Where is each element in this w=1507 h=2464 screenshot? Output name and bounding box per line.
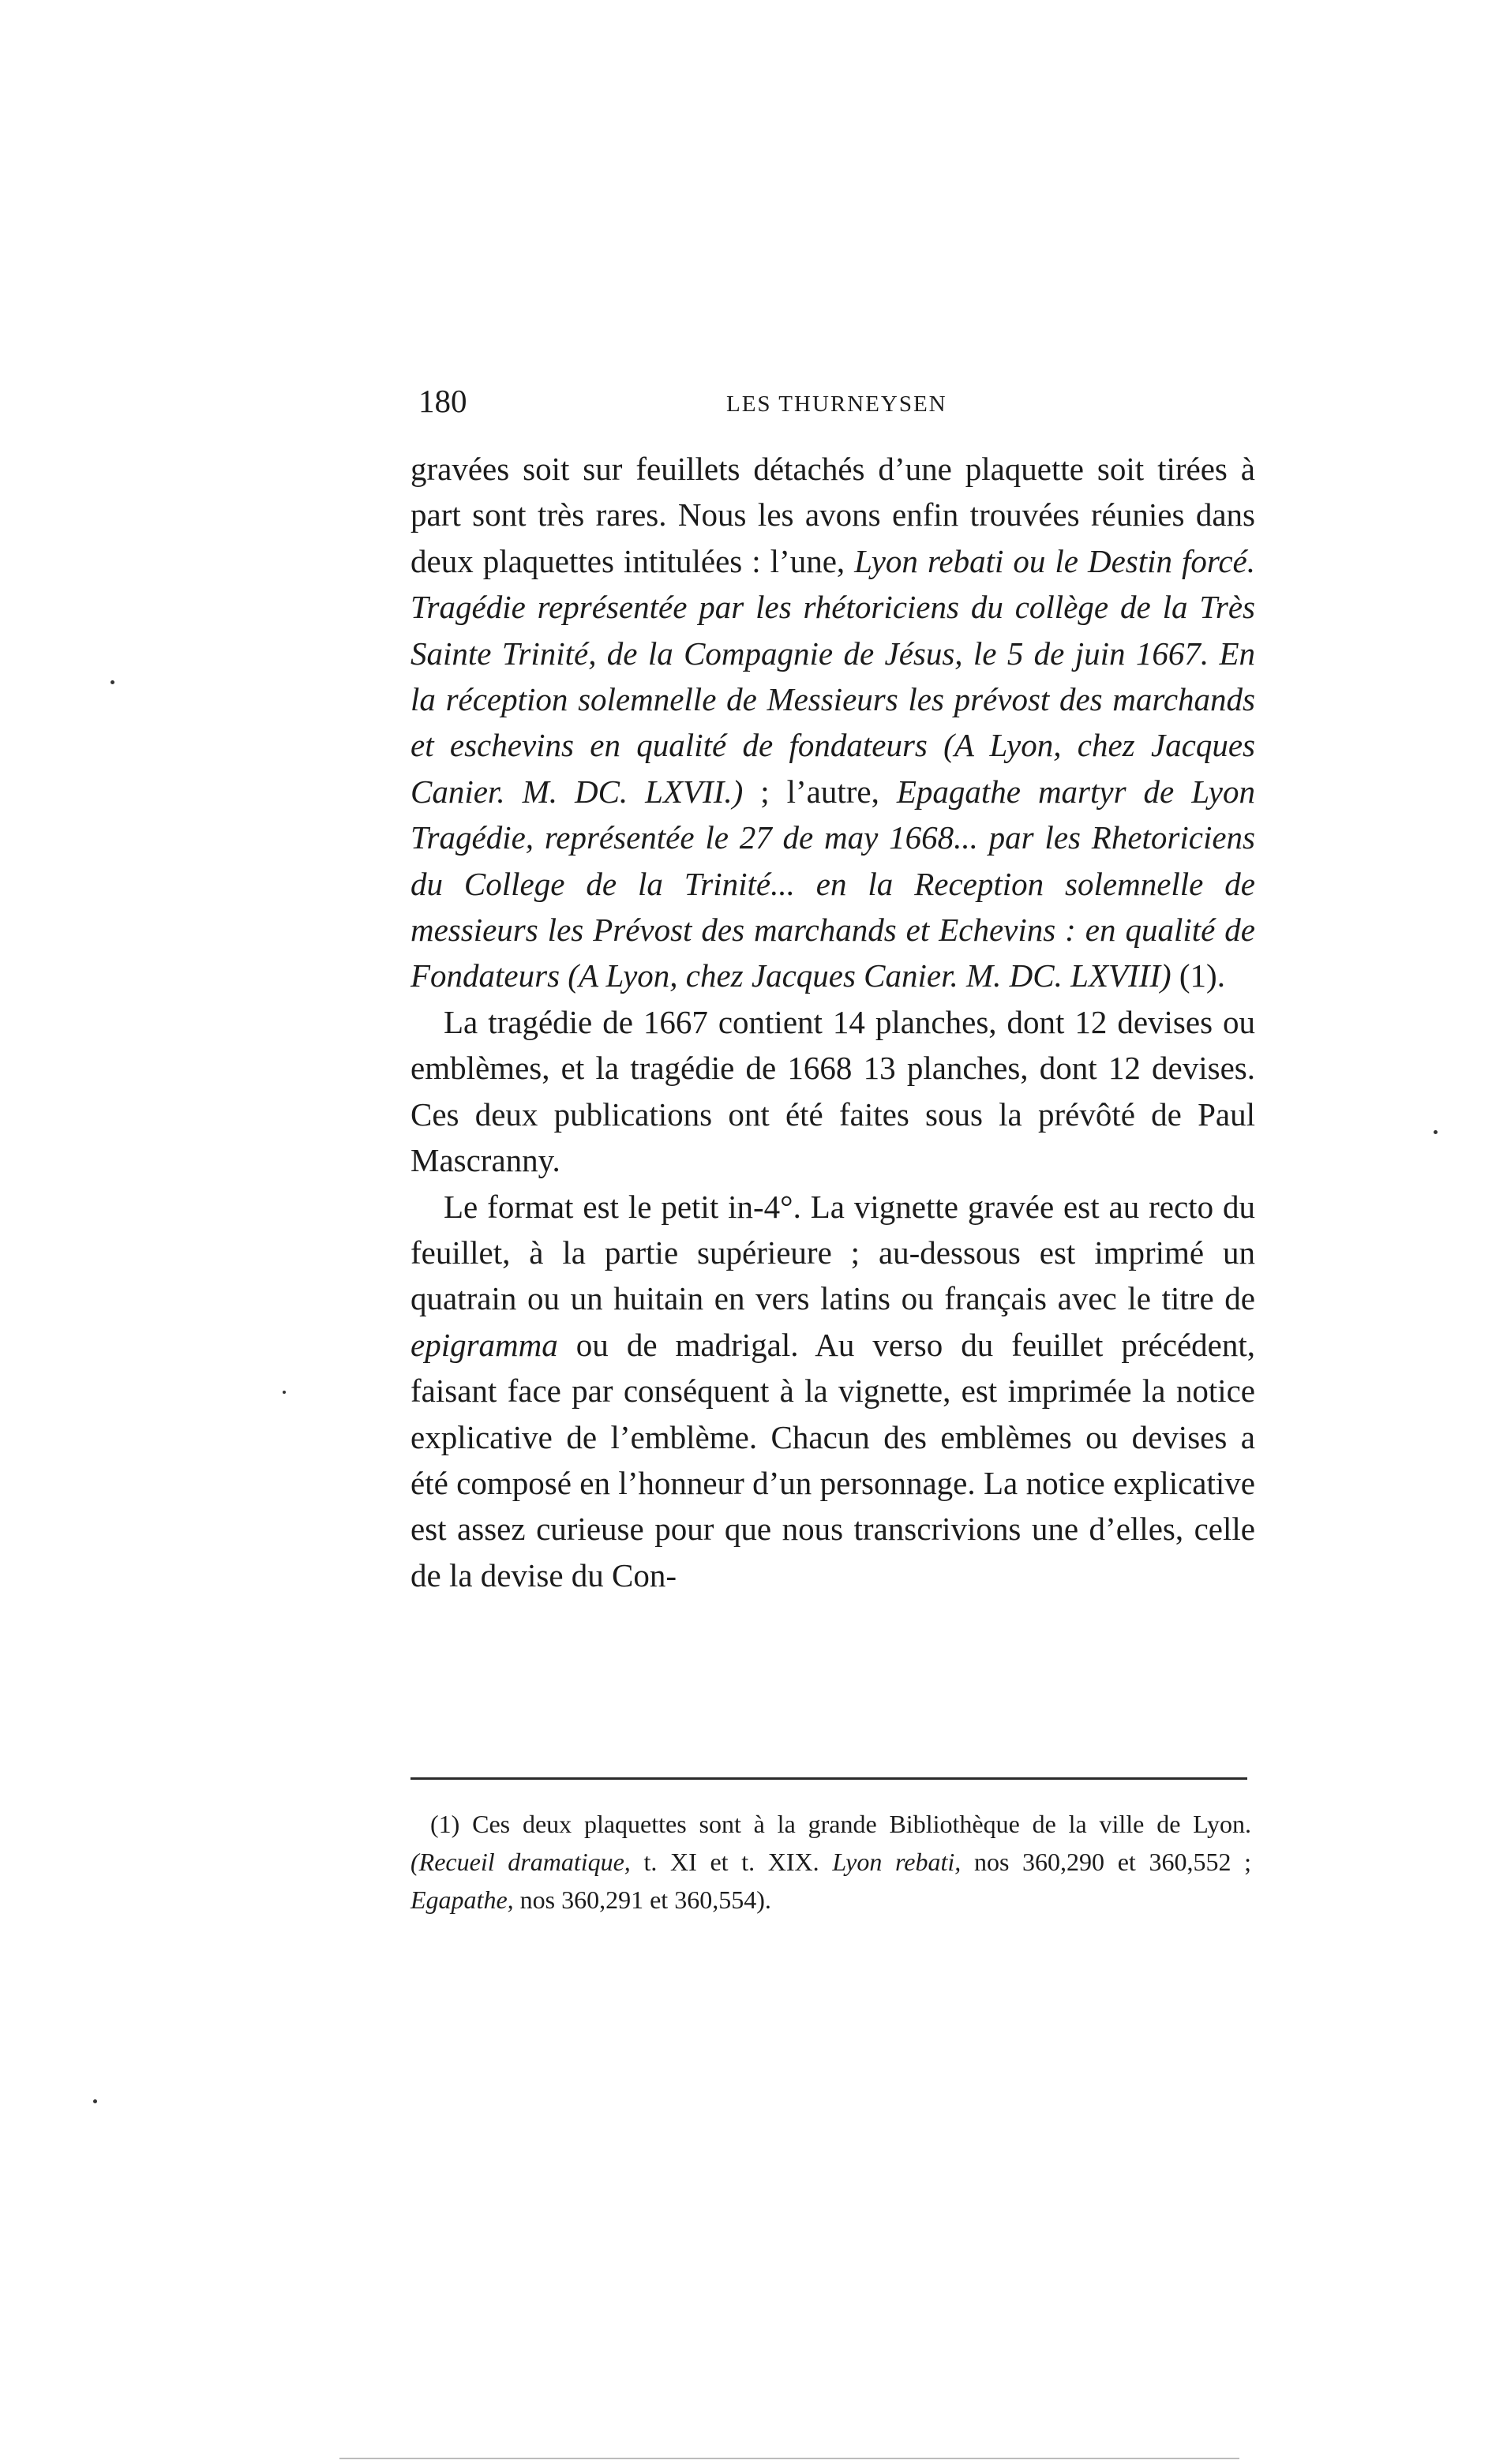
page-number: 180 xyxy=(418,383,467,419)
paragraph-1-text-2: ; l’autre, xyxy=(743,773,897,810)
scan-speck xyxy=(93,2099,97,2103)
paragraph-3-italic-term: epigramma xyxy=(410,1326,558,1363)
scan-speck xyxy=(1434,1130,1438,1134)
footnote-italic-2: Lyon rebati, xyxy=(832,1848,962,1876)
scan-edge-line xyxy=(339,2458,1239,2459)
footnote-text-2: t. XI et t. XIX. xyxy=(630,1848,833,1876)
paragraph-1-title-2: Epagathe martyr de Lyon Tragédie, représentée le 27 de may 1668... par les Rhetoriciens du College de la Trinité... en la Reception solemnelle de messieurs les Prévost des marchands et Echevins : en qualité de Fondateurs (A Lyon, chez Jacques Canier. M. DC. LXVIII) xyxy=(410,773,1255,994)
paragraph-2: La tragédie de 1667 contient 14 planches, dont 12 devises ou emblèmes, et la tragédie de 1668 13 planches, dont 12 devises. Ces deux publications ont été faites sous la prévôté de Paul Mascranny. xyxy=(410,1003,1255,1179)
running-head: LES THURNEYSEN xyxy=(726,391,947,417)
page-header xyxy=(418,377,1255,425)
body-text xyxy=(410,446,1255,1598)
paragraph-3-text-1: Le format est le petit in-4°. La vignette gravée est au recto du feuillet, à la partie supérieure ; au-dessous est imprimé un quatrain ou un huitain en vers latins ou français avec le titre de xyxy=(410,1188,1255,1317)
scan-speck xyxy=(111,680,114,684)
paragraph-1 xyxy=(410,446,1255,999)
paragraph-1-text-1: gravées soit sur feuillets détachés d’une plaquette soit tirées à part sont très rares. Nous les avons enfin trouvées réunies dans deux plaquettes intitulées : l’une, xyxy=(410,451,1255,579)
paragraph-1-title-1: Lyon rebati ou le Destin forcé. Tragédie représentée par les rhétoriciens du collège de la Très Sainte Trinité, de la Compagnie de Jésus, le 5 de juin 1667. En la réception solemnelle de Messieurs les prévost des marchands et eschevins en qualité de fondateurs (A Lyon, chez Jacques Canier. M. DC. LXVII.) xyxy=(410,542,1255,810)
footnote-italic-3: Egapathe, xyxy=(410,1885,514,1914)
footnote-italic-1: (Recueil dramatique, xyxy=(410,1848,631,1876)
footnote-text-4: nos 360,291 et 360,554). xyxy=(513,1885,771,1914)
footnote-divider xyxy=(410,1777,1247,1780)
footnote-text-3: nos 360,290 et 360,552 ; xyxy=(961,1848,1252,1876)
scan-speck xyxy=(283,1391,286,1394)
footnote xyxy=(410,1805,1251,1919)
paragraph-1-text-3: (1). xyxy=(1171,957,1225,994)
footnote-text-1: (1) Ces deux plaquettes sont à la grande Bibliothèque de la ville de Lyon. xyxy=(430,1810,1251,1838)
paragraph-3-text-2: ou de madrigal. Au verso du feuillet précédent, faisant face par conséquent à la vignette, est imprimée la notice explicative de l’emblème. Chacun des emblèmes ou devises a été composé en l’honneur d’un personnage. La notice explicative est assez curieuse pour que nous transcrivions une d’elles, celle de la devise du Con- xyxy=(410,1326,1255,1593)
paragraph-3 xyxy=(410,1184,1255,1599)
